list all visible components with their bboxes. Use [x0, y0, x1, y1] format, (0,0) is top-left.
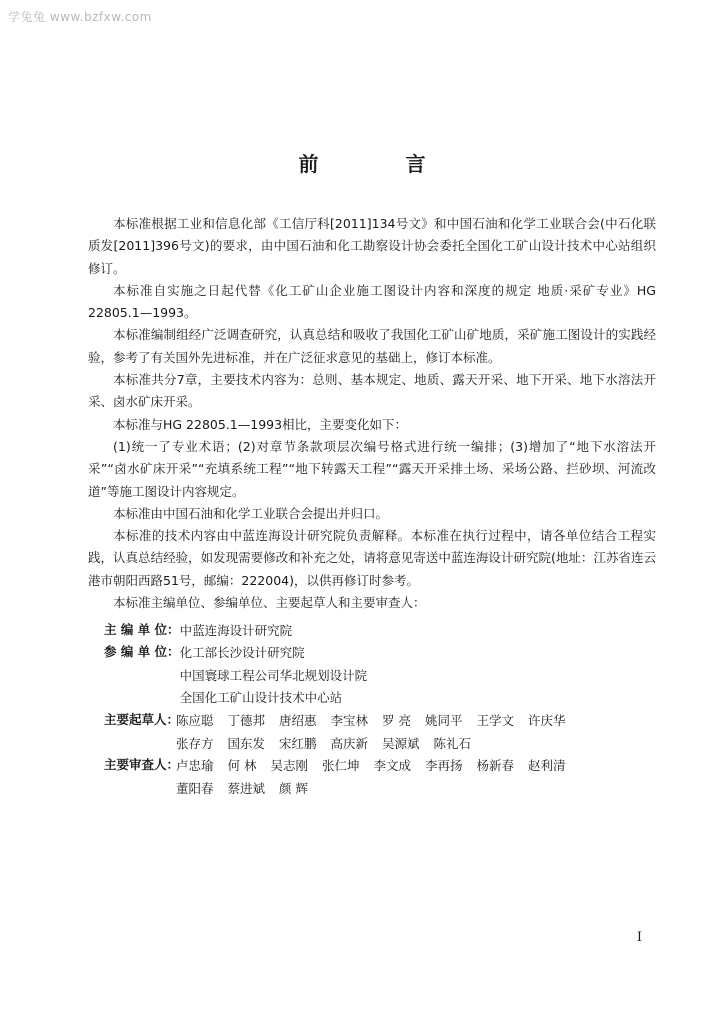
drafter-name: 高庆新 [330, 735, 369, 751]
reviewer-name: 杨新春 [476, 758, 514, 773]
drafter-name: 宋红鹏 [279, 735, 317, 751]
reviewer-name: 何 林 [227, 758, 257, 773]
drafter-name: 陈应聪 [176, 713, 214, 728]
drafter-name: 陈礼石 [433, 735, 472, 751]
drafters-row [104, 710, 664, 755]
drafter-name: 张存方 [176, 735, 214, 751]
reviewer-name: 颜 辉 [279, 780, 308, 796]
paragraph-8: 本标准的技术内容由中蓝连海设计研究院负责解释。本标准在执行过程中，请各单位结合工程实践，认真总结经验，如发现需要修改和补充之处，请将意见寄送中蓝连海设计研究院(地址：江苏省连云港市朝阳西路51号，邮编：222004)，以供再修订时参考。 [88, 528, 656, 588]
drafter-name: 丁德邦 [227, 713, 266, 728]
paragraph-1: 本标准根据工业和信息化部《工信厅科[2011]134号文》和中国石油和化学工业联合会(中石化联质发[2011]396号文)的要求，由中国石油和化工勘察设计协会委托全国化工矿山设计技术中心站组织修订。 [88, 216, 656, 276]
reviewers-line-2 [176, 778, 575, 801]
paragraph-9: 本标准主编单位、参编单位、主要起草人和主要审查人： [113, 595, 426, 611]
page-title: 前 言 [298, 152, 466, 176]
reviewers-label: 主要审查人： [104, 757, 180, 772]
drafter-name: 唐绍惠 [279, 713, 317, 728]
drafter-name: 许庆华 [527, 713, 566, 728]
reviewer-name: 李再扬 [424, 758, 463, 773]
people-section [104, 710, 664, 800]
drafter-name: 王学文 [476, 713, 514, 728]
watermark: 学兔兔 www.bzfxw.com [8, 10, 152, 24]
paragraph-4: 本标准共分7章，主要技术内容为：总则、基本规定、地质、露天开采、地下开采、地下水溶法开采、卤水矿床开采。 [88, 372, 656, 410]
drafter-name: 姚同平 [424, 713, 463, 728]
reviewer-name: 卢忠瑜 [176, 758, 214, 773]
reviewer-name: 蔡进斌 [227, 780, 266, 796]
drafters-line-1 [176, 710, 575, 733]
participating-unit-name: 化工部长沙设计研究院 [179, 645, 305, 661]
page-number: I [636, 930, 642, 945]
drafter-name: 国东发 [227, 735, 266, 751]
participating-unit-row [104, 642, 664, 709]
participating-unit-label: 参 编 单 位： [104, 644, 180, 660]
participating-unit-name: 中国寰球工程公司华北规划设计院 [179, 667, 368, 683]
reviewer-name: 吴志刚 [270, 758, 308, 773]
chief-unit-label: 主 编 单 位： [104, 622, 180, 637]
units-section [104, 620, 664, 709]
drafters-line-2 [176, 733, 575, 756]
paragraph-7: 本标准由中国石油和化学工业联合会提出并归口。 [113, 505, 389, 521]
reviewer-name: 李文成 [373, 758, 411, 773]
foreword-body [88, 213, 656, 614]
paragraph-3: 本标准编制组经广泛调查研究，认真总结和吸收了我国化工矿山矿地质，采矿施工图设计的实践经验，参考了有关国外先进标准，并在广泛征求意见的基础上，修订本标准。 [88, 327, 656, 365]
paragraph-2: 本标准自实施之日起代替《化工矿山企业施工图设计内容和深度的规定 地质·采矿专业》HG 22805.1—1993。 [88, 282, 656, 321]
reviewer-name: 董阳春 [176, 780, 214, 796]
paragraph-6: (1)统一了专业术语；(2)对章节条款项层次编号格式进行统一编排；(3)增加了“地下水溶法开采”“卤水矿床开采”“充填系统工程”“地下转露天工程”“露天开采排土场、采场公路、拦砂坝、河流改道”等施工图设计内容规定。 [88, 438, 656, 499]
participating-unit-name: 全国化工矿山设计技术中心站 [179, 689, 343, 705]
chief-unit-name: 中蓝连海设计研究院 [179, 623, 293, 638]
drafters-label: 主要起草人： [104, 712, 180, 727]
chief-unit-row [104, 620, 664, 642]
drafter-name: 吴源斌 [382, 735, 420, 751]
reviewers-line-1 [176, 755, 575, 778]
paragraph-5: 本标准与HG 22805.1—1993相比，主要变化如下： [113, 416, 408, 432]
reviewer-name: 赵利清 [527, 758, 566, 773]
drafter-name: 罗 亮 [382, 713, 411, 728]
drafter-name: 李宝林 [330, 713, 369, 728]
reviewer-name: 张仁坤 [321, 758, 360, 773]
reviewers-row [104, 755, 664, 800]
